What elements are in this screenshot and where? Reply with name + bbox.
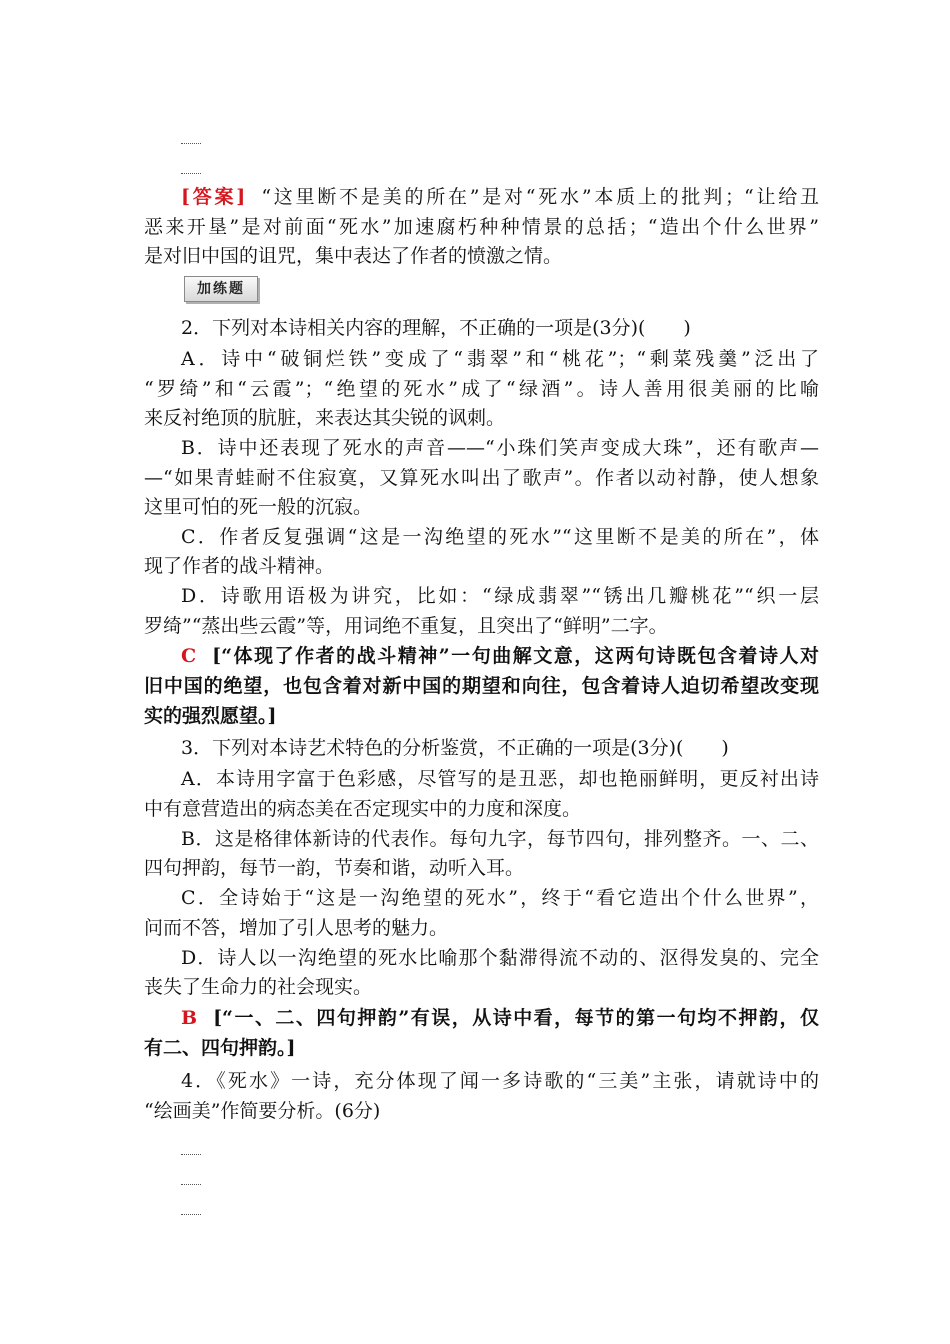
q2-optD-1: D．诗歌用语极为讲究，比如：“绿成翡翠”“锈出几瓣桃花”“织一层 [181, 585, 819, 607]
q2-analysis-1: [“体现了作者的战斗精神”一句曲解文意，这两句诗既包含着诗人对 [212, 645, 819, 667]
q3-optD-1: D．诗人以一沟绝望的死水比喻那个黏滞得流不动的、沤得发臭的、完全 [181, 947, 819, 969]
q4-stem-2: “绘画美”作简要分析。(6分) [144, 1100, 381, 1122]
q2-optB-3: 这里可怕的死一般的沉寂。 [144, 496, 373, 518]
q3-answer-line-1 [181, 1003, 819, 1033]
q3-answer-letter: B [181, 1007, 198, 1029]
q2-optC-1: C．作者反复强调“这是一沟绝望的死水”“这里断不是美的所在”，体 [181, 526, 819, 548]
answer-text: “这里断不是美的所在”是对“死水”本质上的批判；“让给丑 [261, 186, 819, 208]
practice-tag: 加练题 [184, 276, 258, 302]
q4-stem-1: 4．《死水》一诗，充分体现了闻一多诗歌的“三美”主张，请就诗中的 [181, 1070, 819, 1092]
q3-optB-1: B．这是格律体新诗的代表作。每句九字，每节四句，排列整齐。一、二、 [181, 828, 819, 850]
q2-answer-line-1 [181, 641, 819, 671]
q3-optC-1: C．全诗始于“这是一沟绝望的死水”，终于“看它造出个什么世界”， [181, 887, 819, 909]
blank-line-5 [181, 1214, 201, 1215]
answer-label: [答案] [181, 186, 246, 208]
blank-line-2 [181, 173, 201, 174]
q3-optC-2: 问而不答，增加了引人思考的魅力。 [144, 917, 449, 939]
q2-optB-2: —“如果青蛙耐不住寂寞，又算死水叫出了歌声”。作者以动衬静，使人想象 [144, 467, 819, 489]
q2-optA-1: A．诗中“破铜烂铁”变成了“翡翠”和“桃花”；“剩菜残羹”泛出了 [181, 348, 819, 370]
q2-optD-2: 罗绮”“蒸出些云霞”等，用词绝不重复，且突出了“鲜明”二字。 [144, 615, 668, 637]
blank-line-4 [181, 1184, 201, 1185]
q3-optA-1: A．本诗用字富于色彩感，尽管写的是丑恶，却也艳丽鲜明，更反衬出诗 [181, 768, 819, 790]
q2-stem: 2．下列对本诗相关内容的理解，不正确的一项是(3分)( ) [181, 317, 691, 339]
q3-optB-2: 四句押韵，每节一韵，节奏和谐，动听入耳。 [144, 857, 525, 879]
q2-optA-2: “罗绮”和“云霞”；“绝望的死水”成了“绿酒”。诗人善用很美丽的比喻 [144, 378, 819, 400]
q2-analysis-2: 旧中国的绝望，也包含着对新中国的期望和向往，包含着诗人迫切希望改变现 [144, 675, 819, 697]
q2-answer-letter: C [181, 645, 197, 667]
blank-line-3 [181, 1154, 201, 1155]
q2-optA-3: 来反衬绝顶的肮脏，来表达其尖锐的讽刺。 [144, 407, 506, 429]
answer-line-3: 是对旧中国的诅咒，集中表达了作者的愤激之情。 [144, 245, 563, 267]
q3-optA-2: 中有意营造出的病态美在否定现实中的力度和深度。 [144, 798, 582, 820]
q3-analysis-1: [“一、二、四句押韵”有误，从诗中看，每节的第一句均不押韵，仅 [213, 1007, 819, 1029]
answer-line-2: 恶来开垦”是对前面“死水”加速腐朽种种情景的总括；“造出个什么世界” [144, 216, 819, 238]
q3-analysis-2: 有二、四句押韵。] [144, 1037, 296, 1059]
q2-analysis-3: 实的强烈愿望。] [144, 705, 277, 727]
blank-line-1 [181, 143, 201, 144]
q3-stem: 3．下列对本诗艺术特色的分析鉴赏，不正确的一项是(3分)( ) [181, 737, 729, 759]
q2-optC-2: 现了作者的战斗精神。 [144, 555, 335, 577]
q3-optD-2: 丧失了生命力的社会现实。 [144, 976, 373, 998]
q2-optB-1: B．诗中还表现了死水的声音——“小珠们笑声变成大珠”，还有歌声— [181, 437, 819, 459]
answer-line-1 [181, 182, 819, 212]
